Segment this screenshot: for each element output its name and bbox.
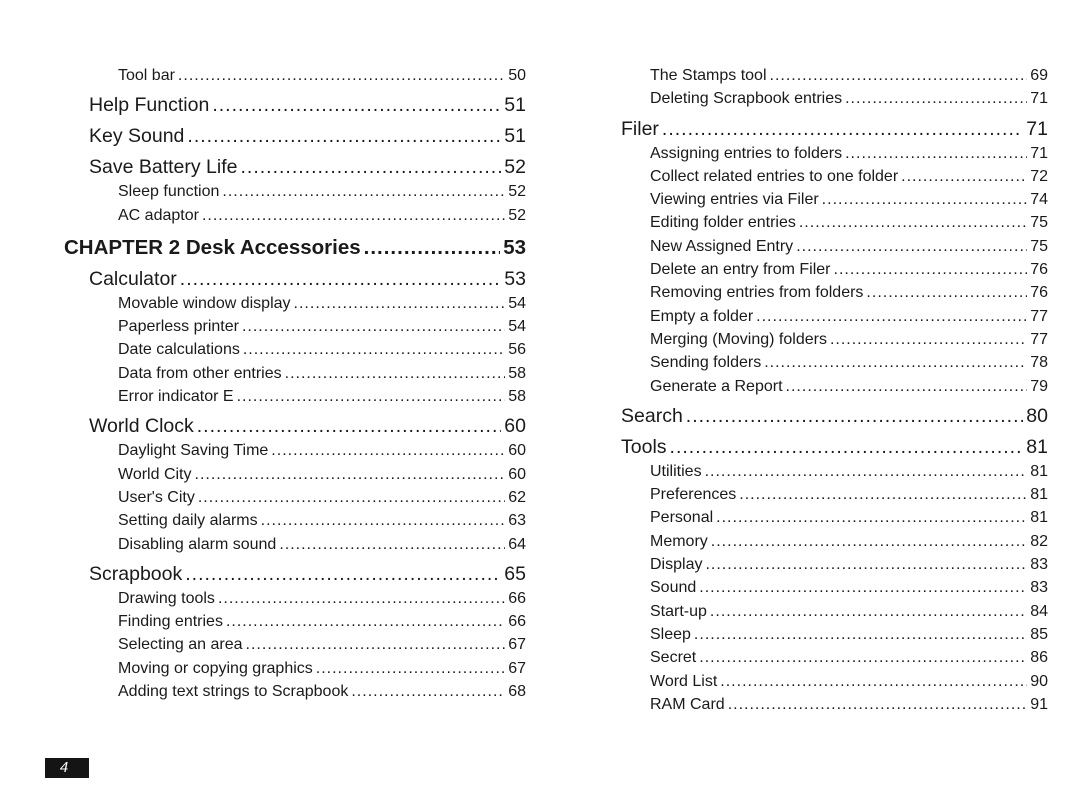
- dot-leader: [662, 117, 1023, 142]
- dot-leader: [226, 610, 505, 633]
- toc-entry-sub: [621, 693, 1048, 716]
- toc-entry-label: Assigning entries to folders: [650, 144, 843, 162]
- toc-entry-sub: [89, 657, 526, 680]
- toc-entry-label: Finding entries: [118, 613, 223, 631]
- toc-entry-sub: [89, 292, 526, 315]
- toc-entry-sub: [89, 64, 526, 87]
- toc-entry-label: Adding text strings to Scrapbook: [118, 683, 349, 701]
- toc-entry-label: Moving or copying graphics: [118, 659, 313, 677]
- dot-leader: [241, 155, 502, 180]
- toc-entry-label: Sending folders: [650, 354, 762, 372]
- dot-leader: [720, 670, 1027, 693]
- toc-entry-main: [621, 117, 1048, 142]
- toc-entry-sub: [621, 576, 1048, 599]
- toc-entry-label: Preferences: [650, 486, 737, 504]
- toc-entry-sub: [621, 64, 1048, 87]
- toc-entry-main: [621, 435, 1048, 460]
- toc-entry-label: Date calculations: [118, 341, 240, 359]
- toc-entry-label: Sound: [650, 579, 697, 597]
- dot-leader: [243, 338, 505, 361]
- toc-left-column: [64, 64, 526, 703]
- toc-entry-sub: [89, 204, 526, 227]
- toc-entry-label: CHAPTER 2 Desk Accessories: [64, 235, 361, 259]
- toc-entry-label: Disabling alarm sound: [118, 535, 277, 553]
- dot-leader: [686, 404, 1024, 429]
- toc-entry-page-number: 76: [1030, 284, 1048, 302]
- toc-entry-page-number: 54: [508, 294, 526, 312]
- dot-leader: [739, 483, 1027, 506]
- toc-entry-sub: [621, 328, 1048, 351]
- toc-entry-label: Personal: [650, 509, 714, 527]
- toc-entry-label: Filer: [621, 117, 659, 140]
- dot-leader: [180, 267, 502, 292]
- toc-entry-sub: [621, 623, 1048, 646]
- toc-entry-page-number: 81: [1030, 486, 1048, 504]
- toc-entry-sub: [621, 258, 1048, 281]
- toc-entry-label: Tools: [621, 435, 667, 458]
- toc-entry-main: [89, 267, 526, 292]
- toc-entry-page-number: 67: [508, 636, 526, 654]
- dot-leader: [185, 562, 501, 587]
- toc-entry-sub: [621, 351, 1048, 374]
- dot-leader: [271, 439, 505, 462]
- toc-entry-sub: [621, 165, 1048, 188]
- dot-leader: [822, 188, 1028, 211]
- dot-leader: [830, 328, 1027, 351]
- toc-entry-page-number: 52: [508, 183, 526, 201]
- toc-entry-sub: [621, 281, 1048, 304]
- toc-entry-sub: [89, 610, 526, 633]
- dot-leader: [178, 64, 505, 87]
- toc-entry-sub: [89, 338, 526, 361]
- toc-entry-label: Daylight Saving Time: [118, 442, 269, 460]
- dot-leader: [316, 657, 505, 680]
- dot-leader: [195, 463, 506, 486]
- toc-entry-sub: [621, 506, 1048, 529]
- toc-entry-page-number: 69: [1030, 67, 1048, 84]
- toc-entry-label: Paperless printer: [118, 318, 239, 336]
- toc-entry-main: [621, 404, 1048, 429]
- toc-entry-label: Removing entries from folders: [650, 284, 864, 302]
- toc-entry-sub: [621, 188, 1048, 211]
- page-number-badge: [45, 758, 89, 778]
- toc-entry-sub: [89, 486, 526, 509]
- dot-leader: [294, 292, 506, 315]
- dot-leader: [901, 165, 1027, 188]
- dot-leader: [261, 509, 506, 532]
- toc-entry-label: Setting daily alarms: [118, 512, 258, 530]
- toc-entry-sub: [89, 680, 526, 703]
- toc-entry-page-number: 53: [503, 235, 526, 259]
- toc-entry-sub: [89, 533, 526, 556]
- toc-entry-label: World City: [118, 465, 192, 483]
- toc-entry-label: Viewing entries via Filer: [650, 191, 819, 209]
- toc-entry-page-number: 77: [1030, 330, 1048, 348]
- dot-leader: [834, 258, 1028, 281]
- toc-entry-page-number: 72: [1030, 167, 1048, 185]
- dot-leader: [705, 460, 1028, 483]
- toc-entry-page-number: 80: [1026, 404, 1048, 427]
- toc-entry-label: Search: [621, 404, 683, 427]
- toc-entry-page-number: 62: [508, 488, 526, 506]
- dot-leader: [770, 64, 1028, 87]
- toc-entry-sub: [621, 375, 1048, 398]
- toc-entry-label: Generate a Report: [650, 377, 783, 395]
- toc-entry-label: Merging (Moving) folders: [650, 330, 827, 348]
- toc-entry-label: Sleep: [650, 625, 691, 643]
- toc-entry-label: Tool bar: [118, 67, 175, 84]
- toc-entry-sub: [621, 600, 1048, 623]
- toc-entry-label: Drawing tools: [118, 589, 215, 607]
- dot-leader: [351, 680, 505, 703]
- dot-leader: [670, 435, 1024, 460]
- toc-entry-sub: [621, 87, 1048, 110]
- toc-entry-label: Key Sound: [89, 125, 185, 148]
- toc-entry-page-number: 66: [508, 613, 526, 631]
- toc-entry-page-number: 60: [504, 415, 526, 438]
- dot-leader: [716, 506, 1027, 529]
- toc-entry-main: [89, 562, 526, 587]
- dot-leader: [237, 385, 506, 408]
- toc-entry-label: Delete an entry from Filer: [650, 261, 831, 279]
- toc-entry-sub: [621, 305, 1048, 328]
- dot-leader: [202, 204, 505, 227]
- dot-leader: [786, 375, 1028, 398]
- toc-entry-page-number: 75: [1030, 237, 1048, 255]
- toc-entry-page-number: 71: [1026, 117, 1048, 140]
- toc-entry-label: Sleep function: [118, 183, 220, 201]
- toc-entry-page-number: 64: [508, 535, 526, 553]
- toc-entry-page-number: 51: [504, 94, 526, 117]
- toc-entry-sub: [89, 439, 526, 462]
- toc-entry-page-number: 82: [1030, 532, 1048, 550]
- toc-entry-page-number: 81: [1030, 462, 1048, 480]
- toc-entry-page-number: 58: [508, 364, 526, 382]
- toc-entry-label: Data from other entries: [118, 364, 282, 382]
- dot-leader: [845, 142, 1027, 165]
- dot-leader: [364, 234, 501, 261]
- toc-entry-sub: [621, 235, 1048, 258]
- toc-entry-label: Utilities: [650, 462, 702, 480]
- toc-entry-label: AC adaptor: [118, 206, 199, 224]
- toc-entry-page-number: 81: [1026, 435, 1048, 458]
- toc-entry-label: Deleting Scrapbook entries: [650, 90, 843, 108]
- toc-entry-page-number: 78: [1030, 354, 1048, 372]
- toc-entry-sub: [89, 509, 526, 532]
- toc-entry-page-number: 74: [1030, 191, 1048, 209]
- dot-leader: [845, 87, 1027, 110]
- toc-entry-page-number: 53: [504, 267, 526, 290]
- dot-leader: [866, 281, 1027, 304]
- toc-entry-page-number: 54: [508, 318, 526, 336]
- toc-entry-sub: [89, 463, 526, 486]
- toc-entry-page-number: 75: [1030, 214, 1048, 232]
- toc-entry-label: Display: [650, 556, 703, 574]
- toc-entry-label: The Stamps tool: [650, 67, 767, 84]
- dot-leader: [187, 124, 501, 149]
- toc-entry-label: New Assigned Entry: [650, 237, 794, 255]
- toc-entry-label: User's City: [118, 488, 195, 506]
- dot-leader: [198, 486, 505, 509]
- dot-leader: [222, 180, 505, 203]
- toc-entry-page-number: 50: [508, 67, 526, 84]
- toc-entry-main: [89, 414, 526, 439]
- dot-leader: [711, 530, 1027, 553]
- toc-entry-sub: [89, 633, 526, 656]
- dot-leader: [728, 693, 1028, 716]
- toc-entry-main: [89, 124, 526, 149]
- toc-entry-page-number: 77: [1030, 307, 1048, 325]
- dot-leader: [705, 553, 1027, 576]
- toc-entry-label: Start-up: [650, 602, 707, 620]
- toc-entry-main: [89, 155, 526, 180]
- toc-entry-page-number: 85: [1030, 625, 1048, 643]
- toc-entry-sub: [89, 315, 526, 338]
- toc-entry-label: Selecting an area: [118, 636, 243, 654]
- dot-leader: [756, 305, 1027, 328]
- toc-entry-sub: [89, 362, 526, 385]
- dot-leader: [279, 533, 505, 556]
- toc-entry-page-number: 67: [508, 659, 526, 677]
- dot-leader: [699, 576, 1027, 599]
- dot-leader: [246, 633, 506, 656]
- toc-entry-sub: [621, 460, 1048, 483]
- toc-entry-page-number: 84: [1030, 602, 1048, 620]
- toc-entry-sub: [621, 483, 1048, 506]
- toc-entry-page-number: 66: [508, 589, 526, 607]
- toc-entry-label: Word List: [650, 672, 718, 690]
- toc-entry-page-number: 71: [1030, 90, 1048, 108]
- toc-right-column: [621, 64, 1048, 716]
- toc-entry-label: RAM Card: [650, 695, 725, 713]
- toc-entry-page-number: 71: [1030, 144, 1048, 162]
- toc-entry-page-number: 52: [504, 156, 526, 179]
- toc-entry-page-number: 56: [508, 341, 526, 359]
- toc-entry-sub: [89, 385, 526, 408]
- toc-entry-label: Error indicator E: [118, 388, 234, 406]
- toc-entry-page-number: 79: [1030, 377, 1048, 395]
- toc-entry-sub: [621, 646, 1048, 669]
- toc-entry-label: Movable window display: [118, 294, 291, 312]
- toc-entry-page-number: 90: [1030, 672, 1048, 690]
- dot-leader: [799, 211, 1027, 234]
- toc-entry-label: Editing folder entries: [650, 214, 796, 232]
- dot-leader: [796, 235, 1027, 258]
- dot-leader: [699, 646, 1027, 669]
- toc-entry-page-number: 58: [508, 388, 526, 406]
- toc-entry-page-number: 83: [1030, 556, 1048, 574]
- toc-entry-main: [89, 93, 526, 118]
- dot-leader: [242, 315, 505, 338]
- dot-leader: [218, 587, 505, 610]
- toc-entry-page-number: 52: [508, 206, 526, 224]
- toc-entry-page-number: 51: [504, 125, 526, 148]
- dot-leader: [197, 414, 502, 439]
- toc-entry-page-number: 91: [1030, 695, 1048, 713]
- dot-leader: [212, 93, 501, 118]
- toc-entry-page-number: 81: [1030, 509, 1048, 527]
- toc-entry-page-number: 65: [504, 562, 526, 585]
- toc-entry-label: Help Function: [89, 94, 210, 117]
- toc-entry-chapter: [64, 234, 526, 261]
- toc-entry-label: Save Battery Life: [89, 156, 238, 179]
- toc-entry-page-number: 83: [1030, 579, 1048, 597]
- toc-entry-sub: [621, 553, 1048, 576]
- dot-leader: [285, 362, 506, 385]
- toc-entry-label: Memory: [650, 532, 708, 550]
- toc-entry-sub: [89, 180, 526, 203]
- toc-entry-sub: [621, 142, 1048, 165]
- toc-entry-page-number: 60: [508, 442, 526, 460]
- toc-entry-page-number: 60: [508, 465, 526, 483]
- toc-entry-page-number: 76: [1030, 261, 1048, 279]
- toc-entry-page-number: 63: [508, 512, 526, 530]
- dot-leader: [764, 351, 1027, 374]
- toc-entry-page-number: 68: [508, 683, 526, 701]
- dot-leader: [710, 600, 1027, 623]
- toc-entry-sub: [621, 211, 1048, 234]
- toc-entry-label: Secret: [650, 649, 697, 667]
- toc-entry-label: Empty a folder: [650, 307, 754, 325]
- toc-entry-label: World Clock: [89, 415, 194, 438]
- toc-entry-sub: [621, 670, 1048, 693]
- toc-entry-sub: [89, 587, 526, 610]
- toc-entry-label: Calculator: [89, 267, 177, 290]
- toc-entry-label: Scrapbook: [89, 562, 183, 585]
- page-number: 4: [59, 759, 69, 776]
- dot-leader: [694, 623, 1027, 646]
- toc-entry-label: Collect related entries to one folder: [650, 167, 899, 185]
- toc-entry-page-number: 86: [1030, 649, 1048, 667]
- toc-entry-sub: [621, 530, 1048, 553]
